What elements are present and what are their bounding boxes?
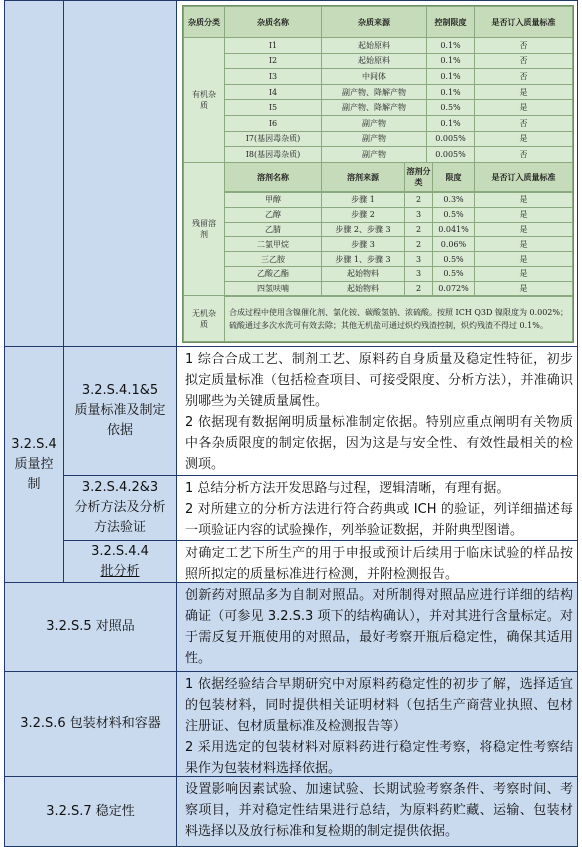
organic-name: I8(基因毒杂质): [224, 146, 322, 163]
s4-1-5-content: [176, 346, 578, 476]
s4-2-3-content: [176, 475, 578, 541]
s4-1-5-item-1: 1 综合合成工艺、制剂工艺、原料药自身质量及稳定性特征，初步拟定质量标准（包括检查项目、可接受限度、分析方法），并准确识别哪些为关键质量属性。: [185, 352, 573, 409]
solvent-name: 四氢呋喃: [224, 281, 322, 297]
solvent-header-name: 溶剂名称: [224, 162, 322, 192]
organic-source: 副产物、降解产物: [321, 84, 427, 101]
organic-source: 副产物: [321, 131, 427, 148]
s4-4-content: [176, 540, 578, 583]
solvent-source: 步骤 2、步骤 3: [321, 222, 405, 238]
solvent-header-limit: 限度: [432, 162, 475, 192]
header-impurity-source: 杂质来源: [321, 6, 427, 38]
organic-source: 副产物: [321, 115, 427, 132]
solvent-header-class: 溶剂分类: [404, 162, 433, 192]
organic-limit: 0.1%: [426, 68, 475, 85]
solvent-in-spec: 是: [474, 222, 573, 238]
section-s7-content: 设置影响因素试验、加速试验、长期试验考察条件、考察时间、考察项目，并对稳定性结果进行总结，为原料药贮藏、运输、包装材料选择以及放行标准和复检期的制定提供依据。: [176, 776, 578, 847]
organic-name: I1: [224, 37, 322, 54]
s4-2-3-item-1: 1 总结分析方法开发思路与过程，逻辑清晰，有理有据。: [185, 481, 510, 496]
top-left-cell: [4, 0, 64, 347]
section-s6-content: [176, 671, 578, 777]
organic-limit: 0.1%: [426, 53, 475, 70]
organic-name: I4: [224, 84, 322, 101]
solvent-limit: 0.5%: [432, 251, 475, 267]
s6-item-2: 2 采用选定的包装材料对原料药进行稳定性考察，将稳定性考察结果作为包装材料选择依据。: [185, 740, 573, 776]
section-s5-content: 创新药对照品多为自制对照品。对所制得对照品应进行详细的结构确证（可参见 3.2.S.3 项下的结构确认），并对其进行含量标定。对于需反复开瓶使用的对照品，最好考察开瓶后稳定性，确保其适用性。: [176, 582, 578, 672]
solvent-source: 步骤 3: [321, 236, 405, 252]
s4-2-3-item-2: 2 对所建立的分析方法进行符合药典或 ICH 的验证，列详细描述每一项验证内容的试验操作，列举验证数据，并附典型图谱。: [185, 502, 573, 538]
organic-in-spec: 否: [474, 37, 573, 54]
solvent-class: 2: [404, 281, 433, 297]
solvent-name: 乙醇: [224, 207, 322, 223]
solvent-limit: 0.072%: [432, 281, 475, 297]
solvent-limit: 0.3%: [432, 192, 475, 208]
solvent-class: 2: [404, 222, 433, 238]
header-control-limit: 控制限度: [426, 6, 475, 38]
organic-name: I6: [224, 115, 322, 132]
organic-in-spec: 否: [474, 68, 573, 85]
solvent-name: 三乙胺: [224, 251, 322, 267]
s4-4-label: 3.2.S.4.4 批分析: [63, 540, 177, 583]
organic-name: I7(基因毒杂质): [224, 131, 322, 148]
header-in-spec: 是否订入质量标准: [474, 6, 573, 38]
solvent-in-spec: 是: [474, 266, 573, 282]
solvent-in-spec: 是: [474, 192, 573, 208]
solvent-name: 甲醇: [224, 192, 322, 208]
organic-in-spec: 是: [474, 84, 573, 101]
header-impurity-name: 杂质名称: [224, 6, 322, 38]
solvent-class: 2: [404, 236, 433, 252]
solvent-class: 2: [404, 192, 433, 208]
organic-limit: 0.005%: [426, 131, 475, 148]
organic-category: 有机杂质: [183, 37, 225, 163]
solvent-header-in-spec: 是否订入质量标准: [474, 162, 573, 192]
solvent-limit: 0.06%: [432, 236, 475, 252]
solvent-source: 步骤 2: [321, 207, 405, 223]
s6-item-1: 1 依据经验结合早期研究中对原料药稳定性的初步了解，选择适宜的包装材料，同时提供相关证明材料（包括生产商营业执照、包材注册证、包材质量标准及检测报告等）: [185, 677, 573, 734]
solvent-limit: 0.041%: [432, 222, 475, 238]
organic-limit: 0.5%: [426, 99, 475, 116]
solvent-in-spec: 是: [474, 236, 573, 252]
organic-limit: 0.1%: [426, 115, 475, 132]
solvent-source: 起始物料: [321, 266, 405, 282]
organic-source: 副产物、降解产物: [321, 99, 427, 116]
organic-source: 副产物: [321, 146, 427, 163]
solvent-source: 起始物料: [321, 281, 405, 297]
organic-limit: 0.1%: [426, 84, 475, 101]
solvent-source: 步骤 1: [321, 192, 405, 208]
organic-name: I2: [224, 53, 322, 70]
s4-1-5-item-2: 2 依据现有数据阐明质量标准制定依据。特别应重点阐明有关物质中各杂质限度的制定依据，因为这是与安全性、有效性最相关的检测项。: [185, 415, 573, 472]
s4-2-3-label: 3.2.S.4.2&3 分析方法及分析方法验证: [63, 475, 177, 541]
solvent-in-spec: 是: [474, 281, 573, 297]
organic-in-spec: 是: [474, 99, 573, 116]
solvent-source: 步骤 1、步骤 3: [321, 251, 405, 267]
section-s6-label: 3.2.S.6 包装材料和容器: [4, 671, 177, 777]
solvent-name: 乙腈: [224, 222, 322, 238]
organic-in-spec: 否: [474, 115, 573, 132]
solvent-in-spec: 是: [474, 251, 573, 267]
section-s7-label: 3.2.S.7 稳定性: [4, 776, 177, 847]
organic-source: 中间体: [321, 68, 427, 85]
impurity-table: [182, 5, 574, 343]
inorganic-note: 合成过程中使用含镍催化剂、氯化铵、碳酸氢钠、浓硫酸。按照 ICH Q3D 镍限度为 0.002%；硫酸通过多次水洗可有效去除；其他无机盐可通过炽灼残渣控制，炽灼残渣不得过 0.1%。: [224, 295, 573, 342]
solvent-class: 3: [404, 207, 433, 223]
top-middle-cell: [63, 0, 177, 347]
organic-in-spec: 是: [474, 131, 573, 148]
solvent-in-spec: 是: [474, 207, 573, 223]
organic-name: I5: [224, 99, 322, 116]
s4-1-5-label: 3.2.S.4.1&5 质量标准及制定依据: [63, 346, 177, 476]
section-s5-label: 3.2.S.5 对照品: [4, 582, 177, 672]
organic-limit: 0.1%: [426, 37, 475, 54]
section-s4-label: 3.2.S.4 质量控制: [4, 346, 64, 583]
s4-4-item-1: 对确定工艺下所生产的用于申报或预计后续用于临床试验的样品按照所拟定的质量标准进行检测，并附检测报告。: [185, 546, 573, 582]
solvent-class: 3: [404, 251, 433, 267]
solvent-category: 残留溶剂: [183, 162, 225, 296]
organic-limit: 0.005%: [426, 146, 475, 163]
organic-source: 起始原料: [321, 37, 427, 54]
solvent-name: 乙酸乙酯: [224, 266, 322, 282]
solvent-header-source: 溶剂来源: [321, 162, 405, 192]
header-category: 杂质分类: [183, 6, 225, 38]
organic-in-spec: 否: [474, 53, 573, 70]
organic-name: I3: [224, 68, 322, 85]
inorganic-category: 无机杂质: [183, 295, 225, 342]
solvent-class: 3: [404, 266, 433, 282]
solvent-limit: 0.5%: [432, 207, 475, 223]
solvent-limit: 0.5%: [432, 266, 475, 282]
organic-source: 起始原料: [321, 53, 427, 70]
organic-in-spec: 否: [474, 146, 573, 163]
solvent-name: 二氯甲烷: [224, 236, 322, 252]
